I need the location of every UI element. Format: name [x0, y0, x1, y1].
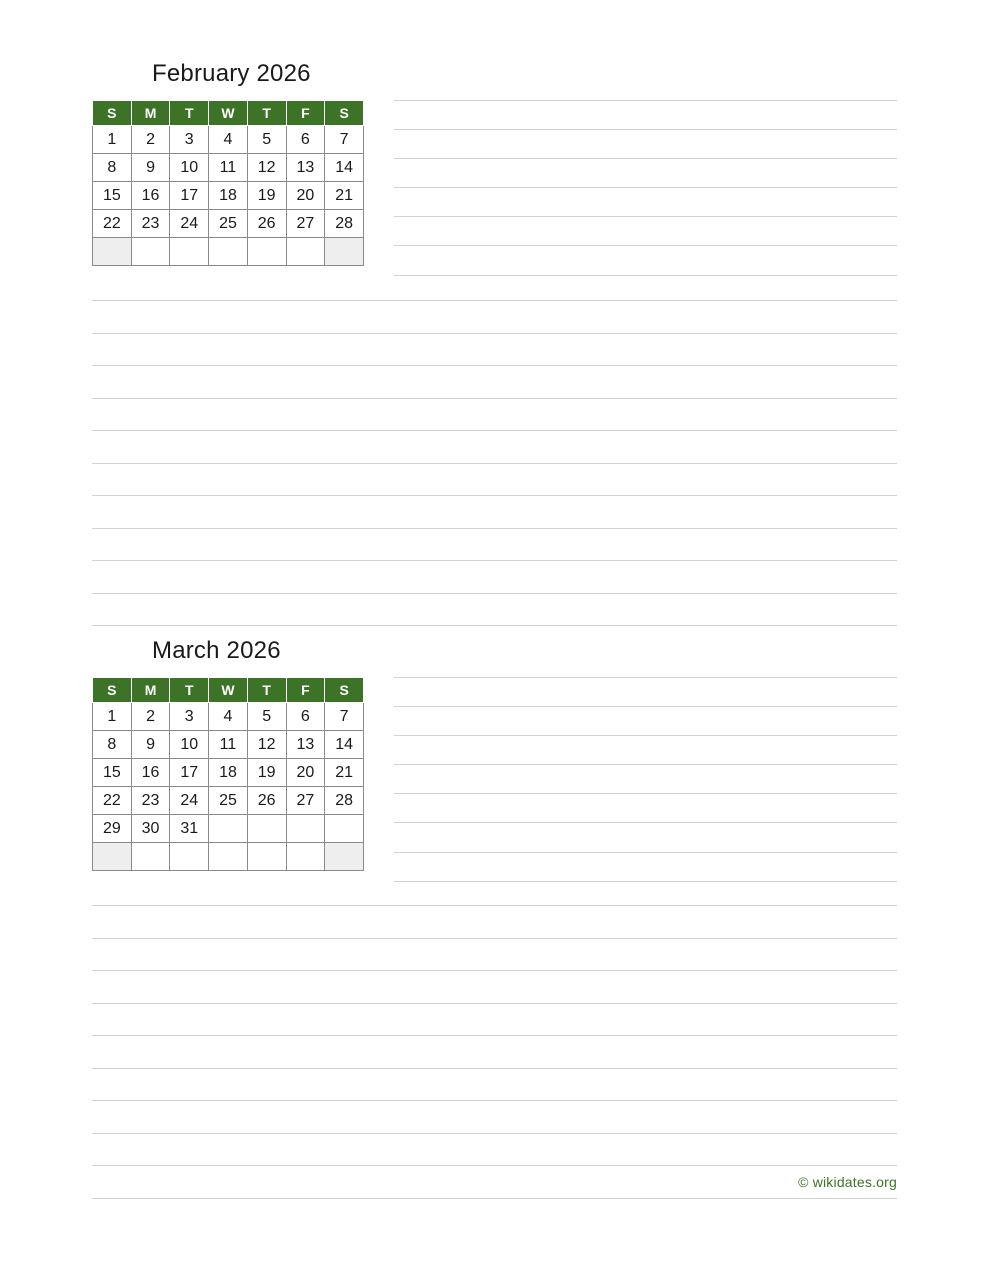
- day-cell: 15: [93, 182, 132, 210]
- note-line: [394, 707, 897, 736]
- month-block-february: [92, 60, 897, 266]
- day-cell: 20: [286, 759, 325, 787]
- day-cell: 22: [93, 787, 132, 815]
- day-cell: 26: [247, 787, 286, 815]
- weekday-header-wed: W: [209, 101, 248, 126]
- day-cell: 2: [131, 703, 170, 731]
- note-line: [394, 246, 897, 275]
- weekday-header-sat: S: [325, 101, 364, 126]
- note-line: [394, 736, 897, 765]
- note-line: [92, 971, 897, 1004]
- calendar-week-row: [93, 154, 364, 182]
- note-line: [92, 1036, 897, 1069]
- day-cell: 6: [286, 126, 325, 154]
- day-cell-empty: [286, 815, 325, 843]
- note-line: [394, 794, 897, 823]
- day-cell: 21: [325, 182, 364, 210]
- day-cell: 19: [247, 759, 286, 787]
- note-line: [92, 1166, 897, 1199]
- day-cell: 16: [131, 759, 170, 787]
- day-cell: 23: [131, 210, 170, 238]
- calendar-grid-february: [92, 100, 364, 266]
- note-lines-beside-march: [394, 677, 897, 882]
- day-cell-empty: [325, 238, 364, 266]
- note-lines-below-february: [92, 300, 897, 626]
- day-cell: 2: [131, 126, 170, 154]
- calendar-week-row: [93, 182, 364, 210]
- day-cell-empty: [209, 238, 248, 266]
- day-cell: 9: [131, 731, 170, 759]
- note-line: [394, 188, 897, 217]
- note-line: [92, 939, 897, 972]
- note-line: [92, 300, 897, 334]
- note-line: [92, 1134, 897, 1167]
- day-cell: 10: [170, 154, 209, 182]
- day-cell: 5: [247, 126, 286, 154]
- note-line: [92, 594, 897, 627]
- note-line: [92, 431, 897, 464]
- note-line: [92, 496, 897, 529]
- day-cell: 16: [131, 182, 170, 210]
- day-cell: 8: [93, 154, 132, 182]
- calendar-with-notes: [92, 100, 897, 266]
- note-line: [394, 765, 897, 794]
- day-cell: 15: [93, 759, 132, 787]
- weekday-header-sat: S: [325, 678, 364, 703]
- note-line: [92, 1004, 897, 1037]
- day-cell: 12: [247, 731, 286, 759]
- day-cell: 28: [325, 210, 364, 238]
- day-cell: 5: [247, 703, 286, 731]
- calendar-week-row: [93, 759, 364, 787]
- note-line: [92, 905, 897, 939]
- calendar-with-notes: [92, 677, 897, 871]
- weekday-header-wed: W: [209, 678, 248, 703]
- day-cell: 27: [286, 787, 325, 815]
- day-cell-empty: [93, 238, 132, 266]
- note-line: [92, 366, 897, 399]
- weekday-header-tue: T: [170, 101, 209, 126]
- day-cell-empty: [325, 815, 364, 843]
- day-cell: 4: [209, 703, 248, 731]
- month-block-march: [92, 637, 897, 871]
- weekday-header-row: [93, 678, 364, 703]
- calendar-week-row-trailing: [93, 843, 364, 871]
- day-cell: 10: [170, 731, 209, 759]
- weekday-header-tue: T: [170, 678, 209, 703]
- day-cell: 11: [209, 731, 248, 759]
- day-cell: 22: [93, 210, 132, 238]
- day-cell-empty: [170, 843, 209, 871]
- weekday-header-row: [93, 101, 364, 126]
- day-cell: 21: [325, 759, 364, 787]
- day-cell: 9: [131, 154, 170, 182]
- day-cell: 25: [209, 787, 248, 815]
- day-cell: 1: [93, 126, 132, 154]
- day-cell-empty: [209, 815, 248, 843]
- day-cell: 25: [209, 210, 248, 238]
- copyright-icon: ©: [798, 1174, 809, 1190]
- day-cell: 17: [170, 759, 209, 787]
- day-cell: 28: [325, 787, 364, 815]
- day-cell: 8: [93, 731, 132, 759]
- note-line: [92, 464, 897, 497]
- day-cell: 23: [131, 787, 170, 815]
- day-cell: 19: [247, 182, 286, 210]
- day-cell: 3: [170, 703, 209, 731]
- weekday-header-thu: T: [247, 101, 286, 126]
- day-cell: 13: [286, 731, 325, 759]
- calendar-week-row: [93, 731, 364, 759]
- calendar-grid-march: [92, 677, 364, 871]
- day-cell-empty: [131, 238, 170, 266]
- footer-attribution: [798, 1174, 897, 1190]
- note-line: [92, 399, 897, 432]
- calendar-week-row: [93, 210, 364, 238]
- day-cell-empty: [247, 815, 286, 843]
- day-cell-empty: [325, 843, 364, 871]
- day-cell: 26: [247, 210, 286, 238]
- day-cell: 17: [170, 182, 209, 210]
- day-cell: 18: [209, 759, 248, 787]
- day-cell: 14: [325, 731, 364, 759]
- calendar-week-row: [93, 787, 364, 815]
- note-line: [92, 529, 897, 562]
- day-cell: 24: [170, 787, 209, 815]
- note-line: [394, 823, 897, 852]
- day-cell: 14: [325, 154, 364, 182]
- calendar-week-row: [93, 815, 364, 843]
- month-title: February 2026: [152, 60, 311, 87]
- day-cell-empty: [247, 843, 286, 871]
- calendar-week-row: [93, 126, 364, 154]
- weekday-header-sun: S: [93, 678, 132, 703]
- day-cell: 1: [93, 703, 132, 731]
- day-cell: 6: [286, 703, 325, 731]
- note-lines-below-march: [92, 905, 897, 1199]
- weekday-header-fri: F: [286, 101, 325, 126]
- day-cell: 11: [209, 154, 248, 182]
- day-cell: 20: [286, 182, 325, 210]
- note-lines-beside-february: [394, 100, 897, 276]
- calendar-week-row-trailing: [93, 238, 364, 266]
- day-cell-empty: [286, 843, 325, 871]
- note-line: [394, 100, 897, 130]
- weekday-header-mon: M: [131, 101, 170, 126]
- day-cell: 24: [170, 210, 209, 238]
- weekday-header-sun: S: [93, 101, 132, 126]
- day-cell: 4: [209, 126, 248, 154]
- note-line: [92, 334, 897, 367]
- note-line: [394, 677, 897, 707]
- note-line: [92, 1069, 897, 1102]
- day-cell-empty: [209, 843, 248, 871]
- day-cell-empty: [247, 238, 286, 266]
- note-line: [394, 159, 897, 188]
- site-name[interactable]: wikidates.org: [812, 1174, 897, 1190]
- note-line: [92, 1101, 897, 1134]
- day-cell: 7: [325, 126, 364, 154]
- day-cell: 27: [286, 210, 325, 238]
- day-cell: 13: [286, 154, 325, 182]
- month-title: March 2026: [152, 637, 281, 664]
- note-line: [394, 853, 897, 882]
- note-line: [394, 217, 897, 246]
- calendar-week-row: [93, 703, 364, 731]
- day-cell: 31: [170, 815, 209, 843]
- note-line: [92, 561, 897, 594]
- weekday-header-fri: F: [286, 678, 325, 703]
- weekday-header-thu: T: [247, 678, 286, 703]
- day-cell: 30: [131, 815, 170, 843]
- day-cell-empty: [286, 238, 325, 266]
- note-line: [394, 130, 897, 159]
- day-cell: 3: [170, 126, 209, 154]
- weekday-header-mon: M: [131, 678, 170, 703]
- day-cell-empty: [93, 843, 132, 871]
- day-cell: 18: [209, 182, 248, 210]
- day-cell-empty: [170, 238, 209, 266]
- day-cell: 29: [93, 815, 132, 843]
- day-cell: 7: [325, 703, 364, 731]
- day-cell-empty: [131, 843, 170, 871]
- day-cell: 12: [247, 154, 286, 182]
